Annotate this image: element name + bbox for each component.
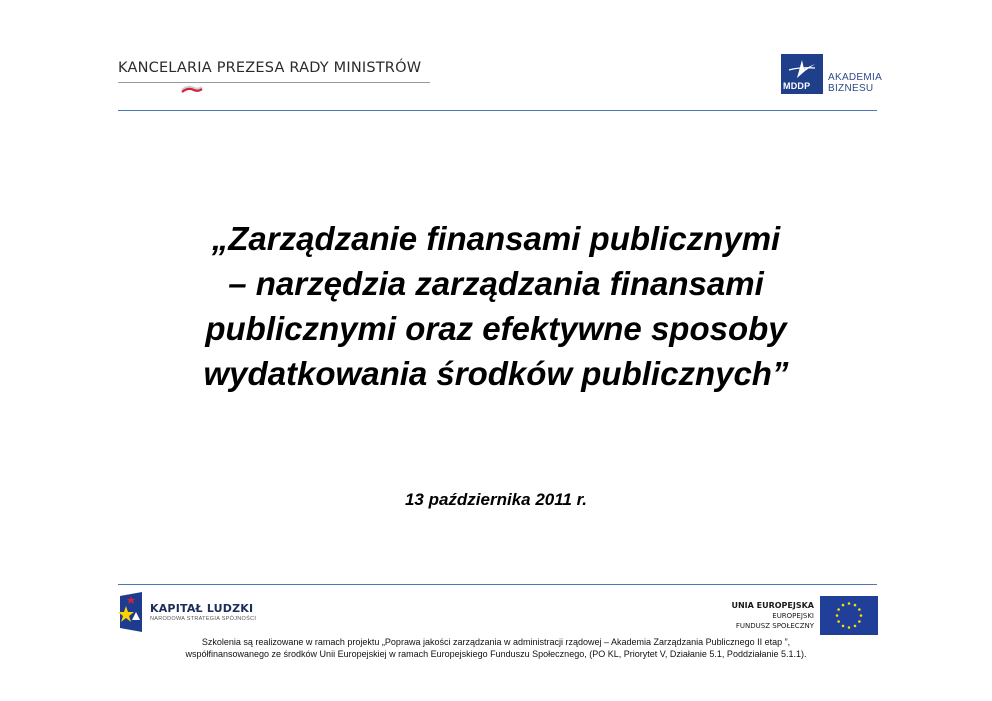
kapital-ludzki-title: KAPITAŁ LUDZKI — [150, 602, 254, 615]
polish-flag-icon — [180, 84, 204, 94]
kprm-underline — [118, 82, 430, 83]
star-icon — [787, 58, 817, 80]
header-divider — [118, 110, 877, 111]
title-line: – narzędzia zarządzania finansami — [228, 265, 764, 302]
kprm-org-name: KANCELARIA PREZESA RADY MINISTRÓW — [118, 60, 422, 76]
eu-star-icon — [858, 608, 861, 611]
kapital-ludzki-subtitle: NARODOWA STRATEGIA SPÓJNOŚCI — [150, 616, 257, 622]
akademia-biznesu-text — [828, 72, 882, 94]
page-title — [120, 216, 872, 396]
funding-note-line: Szkolenia są realizowane w ramach projektu „Poprawa jakości zarządzania w administracji rządowej – Akademia Zarządzania Publicznego II etap ”, — [201, 637, 791, 647]
eu-star-icon — [837, 620, 840, 623]
mddp-label: MDDP — [783, 81, 811, 91]
akademia-line: AKADEMIA — [828, 72, 883, 83]
biznesu-line: BIZNESU — [828, 83, 874, 94]
eu-fund-label: EUROPEJSKI — [772, 612, 814, 620]
eu-star-icon — [837, 608, 840, 611]
eu-union-label: UNIA EUROPEJSKA — [731, 601, 814, 610]
kapital-ludzki-logo-icon — [116, 592, 146, 632]
eu-star-icon — [854, 604, 857, 607]
eu-star-icon — [842, 604, 845, 607]
funding-note-line: współfinansowanego ze środków Unii Europejskiej w ramach Europejskiego Funduszu Społecznego, (PO KL, Priorytet V, Działanie 5.1, Poddziałanie 5.1.1). — [185, 649, 807, 659]
eu-star-icon — [854, 625, 857, 628]
event-date: 13 października 2011 r. — [404, 490, 588, 509]
eu-flag-icon — [820, 596, 878, 635]
eu-star-icon — [848, 602, 851, 605]
eu-text-block — [700, 600, 814, 631]
eu-star-icon — [858, 620, 861, 623]
footer-divider — [118, 584, 877, 585]
mddp-logo — [781, 54, 823, 94]
title-line: wydatkowania środków publicznych” — [203, 355, 789, 392]
eu-star-icon — [848, 626, 851, 629]
eu-star-icon — [836, 614, 839, 617]
title-line: publicznymi oraz efektywne sposoby — [205, 310, 787, 347]
eu-social-fund-label: FUNDUSZ SPOŁECZNY — [735, 622, 814, 630]
title-line: „Zarządzanie finansami publicznymi — [211, 220, 781, 257]
eu-star-icon — [842, 625, 845, 628]
eu-star-icon — [860, 614, 863, 617]
project-funding-note — [100, 636, 892, 660]
